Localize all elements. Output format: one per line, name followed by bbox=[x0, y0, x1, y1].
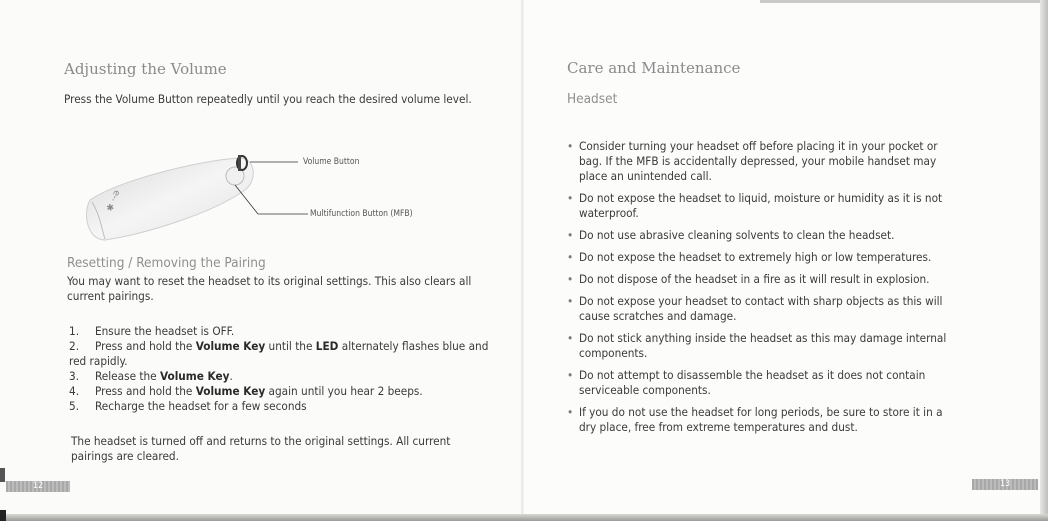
scan-edge-right bbox=[1040, 0, 1048, 521]
scan-mark bbox=[0, 468, 5, 482]
step-item: 5. Recharge the headset for a few seconds bbox=[69, 399, 307, 413]
bullet-item: • Do not use abrasive cleaning solvents to clean the headset. bbox=[567, 228, 895, 242]
reset-steps bbox=[69, 324, 499, 414]
scan-mark-bottom bbox=[0, 510, 6, 521]
bullet-item: • Consider turning your headset off before placing it in your pocket or bag. If the MFB is accidentally depressed, your mobile handset may place an unintended call. bbox=[567, 139, 938, 183]
bullet-item: • Do not dispose of the headset in a fire as it will result in explosion. bbox=[567, 272, 930, 286]
bullet-item: • Do not expose the headset to liquid, moisture or humidity as it is not waterproof. bbox=[567, 191, 943, 220]
headset-illustration bbox=[80, 140, 460, 245]
scan-shadow-top bbox=[760, 0, 1048, 3]
page-number-left: 12 bbox=[6, 481, 70, 492]
reset-heading: Resetting / Removing the Pairing bbox=[67, 255, 266, 271]
reset-outro: The headset is turned off and returns to the original settings. All current pairings are cleared. bbox=[71, 434, 451, 463]
page-number-right: 13 bbox=[972, 479, 1038, 490]
step-item: 3. Release the Volume Key. bbox=[69, 369, 233, 383]
scan-edge-bottom bbox=[0, 514, 1048, 521]
care-heading: Care and Maintenance bbox=[567, 59, 741, 77]
bullet-item: • Do not expose the headset to extremely high or low temperatures. bbox=[567, 250, 932, 264]
bullet-item: • Do not expose your headset to contact with sharp objects as this will cause scratches and damage. bbox=[567, 294, 943, 323]
page-gutter bbox=[521, 0, 524, 521]
reset-intro: You may want to reset the headset to its original settings. This also clears all current pairings. bbox=[67, 274, 472, 303]
step-item: 1. Ensure the headset is OFF. bbox=[69, 324, 235, 338]
volume-button-callout: Volume Button bbox=[303, 157, 360, 167]
care-bullets bbox=[567, 139, 962, 442]
bullet-item: • Do not attempt to disassemble the headset as it does not contain serviceable components. bbox=[567, 368, 926, 397]
bullet-item: • If you do not use the headset for long periods, be sure to store it in a dry place, free from extreme temperatures and dust. bbox=[567, 405, 943, 434]
step-item: 4. Press and hold the Volume Key again until you hear 2 beeps. bbox=[69, 384, 423, 398]
headset-subheading: Headset bbox=[567, 91, 618, 107]
step-item: 2. Press and hold the Volume Key until the LED alternately flashes blue and red rapidly. bbox=[69, 339, 489, 368]
volume-text: Press the Volume Button repeatedly until you reach the desired volume level. bbox=[64, 92, 472, 106]
headset-figure bbox=[80, 140, 460, 245]
svg-text:✱ ·-ǝ: ✱ ·-ǝ bbox=[105, 188, 123, 214]
volume-heading: Adjusting the Volume bbox=[64, 60, 227, 78]
bullet-item: • Do not stick anything inside the headset as this may damage internal components. bbox=[567, 331, 947, 360]
mfb-callout: Multifunction Button (MFB) bbox=[310, 209, 413, 219]
